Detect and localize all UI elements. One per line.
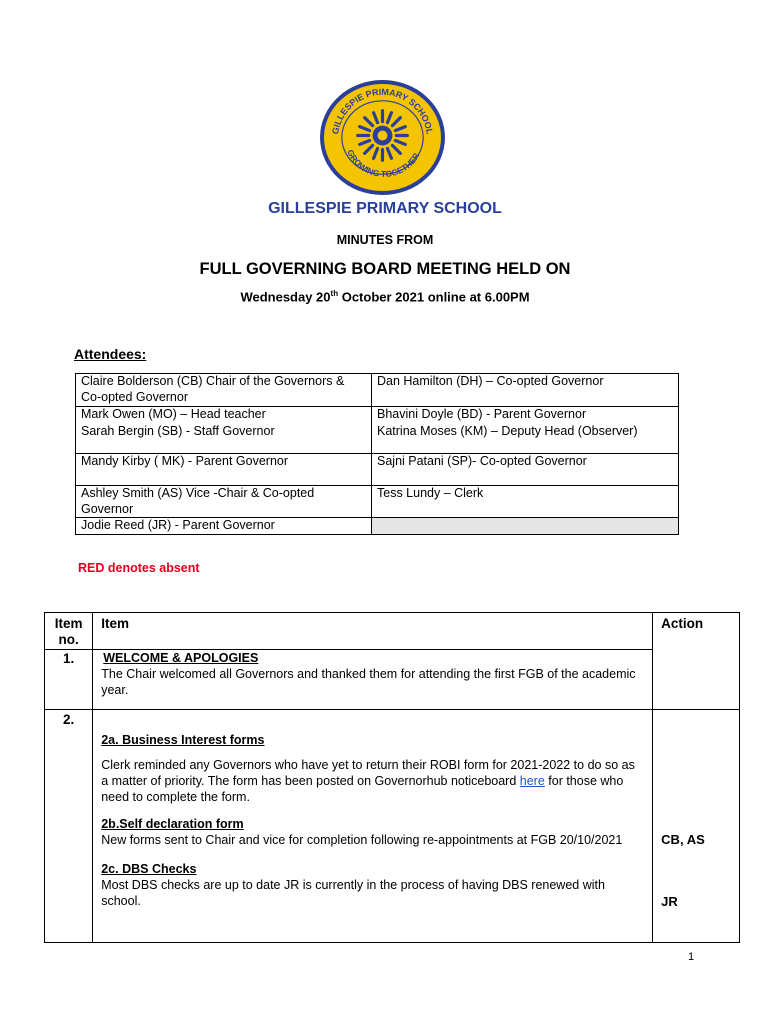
attendee-cell: Claire Bolderson (CB) Chair of the Governors & Co-opted Governor	[76, 374, 372, 407]
subitem-text: Most DBS checks are up to date JR is currently in the process of having DBS renewed with school.	[101, 878, 605, 908]
attendee-row	[76, 407, 679, 424]
attendee-cell: Ashley Smith (AS) Vice -Chair & Co-opted Governor	[76, 486, 372, 518]
item-number: 2.	[45, 710, 93, 943]
attendee-cell: Bhavini Doyle (BD) - Parent Governor	[372, 407, 679, 424]
table-row	[45, 650, 740, 710]
attendee-row	[76, 374, 679, 407]
action-value: JR	[661, 894, 678, 909]
attendees-table	[75, 373, 679, 535]
absent-note: RED denotes absent	[78, 561, 200, 575]
here-link[interactable]: here	[519, 774, 545, 788]
attendee-row	[76, 486, 679, 518]
item-text: The Chair welcomed all Governors and thanked them for attending the first FGB of the academic year.	[101, 667, 636, 697]
table-header-row	[45, 613, 740, 650]
item-number: 1.	[45, 650, 93, 710]
item-content	[93, 710, 653, 943]
header-item: Item	[93, 613, 653, 650]
minutes-from: MINUTES FROM	[336, 233, 434, 247]
minutes-items-table	[44, 612, 740, 943]
header-action: Action	[653, 613, 740, 710]
attendee-row	[76, 454, 679, 486]
meeting-title: FULL GOVERNING BOARD MEETING HELD ON	[199, 260, 571, 278]
table-row	[45, 710, 740, 943]
item-title: WELCOME & APOLOGIES	[103, 651, 259, 665]
attendee-cell: Tess Lundy – Clerk	[372, 486, 679, 518]
attendee-row	[76, 518, 679, 535]
attendees-heading: Attendees:	[74, 346, 147, 362]
attendee-cell: Jodie Reed (JR) - Parent Governor	[76, 518, 372, 535]
subitem-title: 2a. Business Interest forms	[101, 733, 265, 747]
attendee-cell: Sajni Patani (SP)- Co-opted Governor	[372, 454, 679, 486]
subitem-text: New forms sent to Chair and vice for completion following re-appointments at FGB 20/10/2021	[101, 833, 623, 847]
subitem-title: 2c. DBS Checks	[101, 862, 197, 876]
sunflower-icon	[358, 111, 408, 161]
subitem-title: 2b.Self declaration form	[101, 817, 244, 831]
attendee-cell: Dan Hamilton (DH) – Co-opted Governor	[372, 374, 679, 407]
action-value: CB, AS	[661, 832, 705, 847]
item-content	[93, 650, 653, 710]
attendee-row	[76, 424, 679, 454]
header-item-no: Item no.	[45, 613, 93, 650]
attendee-cell: Mandy Kirby ( MK) - Parent Governor	[76, 454, 372, 486]
svg-text:GILLESPIE PRIMARY SCHOOL: GILLESPIE PRIMARY SCHOOL	[330, 86, 435, 136]
attendee-cell: Katrina Moses (KM) – Deputy Head (Observer)	[372, 424, 679, 454]
action-cell	[653, 710, 740, 943]
meeting-date: Wednesday 20th October 2021 online at 6.00PM	[240, 289, 530, 305]
subitem-text: Clerk reminded any Governors who have yet to return their ROBI form for 2021-2022 to do so as a matter of priority. The form has been posted on Governorhub noticeboard here for those who need to complete the form.	[101, 758, 635, 804]
page-number: 1	[688, 951, 695, 963]
school-name: GILLESPIE PRIMARY SCHOOL	[268, 200, 502, 217]
attendee-cell: Mark Owen (MO) – Head teacher	[76, 407, 372, 424]
school-logo	[318, 78, 447, 197]
svg-text:GROWING TOGETHER: GROWING TOGETHER	[345, 147, 422, 179]
attendee-cell: Sarah Bergin (SB) - Staff Governor	[76, 424, 372, 454]
attendee-cell	[372, 518, 679, 535]
